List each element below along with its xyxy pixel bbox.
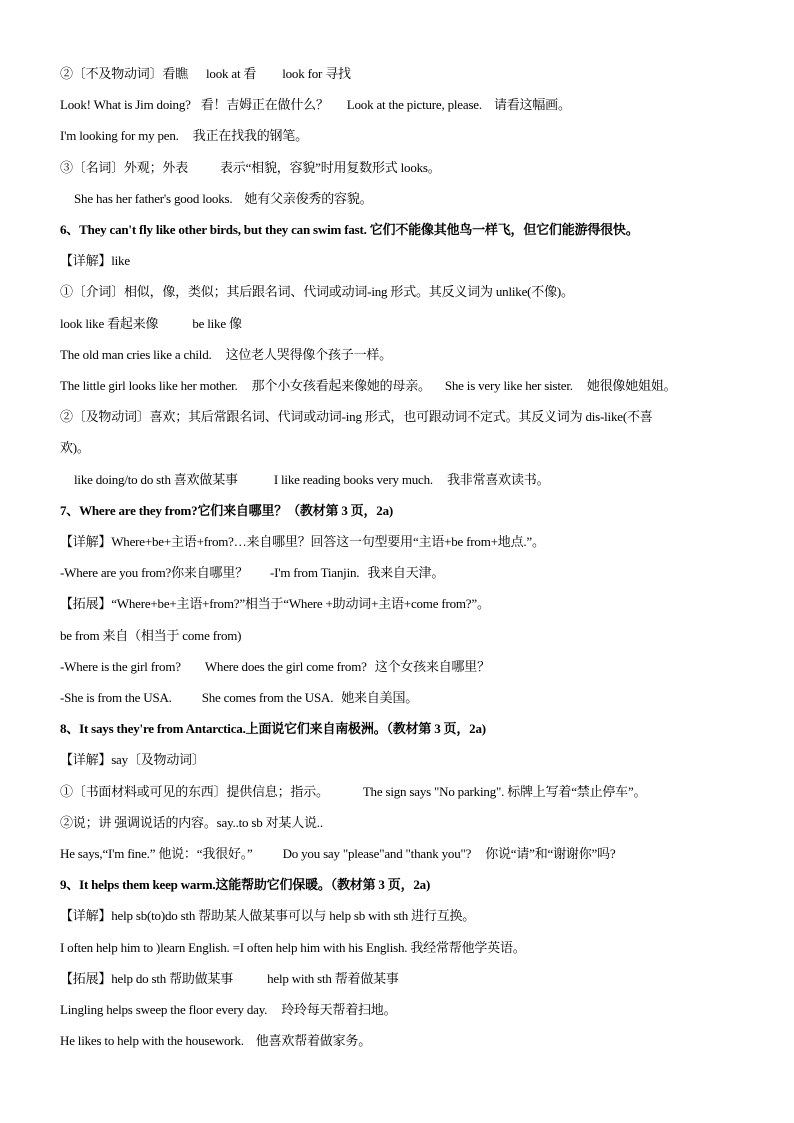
line-look-meaning-3: ③〔名词〕外观；外表 表示“相貌，容貌”时用复数形式 looks。: [60, 160, 441, 175]
line-example-say: He says,“I'm fine.” 他说：“我很好。” Do you say "please"and "thank you"? 你说“请”和“谢谢你”吗?: [60, 846, 616, 861]
line-example-tianjin: -Where are you from?你来自哪里？ -I'm from Tianjin. 我来自天津。: [60, 565, 445, 580]
line-be-from: be from 来自（相当于 come from): [60, 628, 242, 643]
item-8-heading: 8、It says they're from Antarctica.上面说它们来自南极洲。（教材第 3 页，2a): [60, 721, 486, 736]
line-example-housework: He likes to help with the housework. 他喜欢帮着做家务。: [60, 1033, 371, 1048]
line-example-lingling: Lingling helps sweep the floor every day. 玲玲每天帮着扫地。: [60, 1002, 397, 1017]
line-like-phrases: look like 看起来像 be like 像: [60, 316, 242, 331]
line-like-meaning-2-cont: 欢)。: [60, 440, 90, 455]
line-example-english: I often help him to )learn English. =I often help him with his English. 我经常帮他学英语。: [60, 940, 526, 955]
line-example-pen: I'm looking for my pen. 我正在找我的钢笔。: [60, 128, 308, 143]
line-like-detail: 【详解】like: [60, 253, 130, 268]
line-help-detail: 【详解】help sb(to)do sth 帮助某人做某事可以与 help sb with sth 进行互换。: [60, 908, 476, 923]
line-example-old-man: The old man cries like a child. 这位老人哭得像个孩子一样。: [60, 347, 392, 362]
line-help-extension: 【拓展】help do sth 帮助做某事 help with sth 帮着做某事: [60, 971, 399, 986]
line-where-detail: 【详解】Where+be+主语+from?…来自哪里？回答这一句型要用“主语+be from+地点.”。: [60, 534, 545, 549]
item-6-heading: 6、They can't fly like other birds, but they can swim fast. 它们不能像其他鸟一样飞，但它们能游得很快。: [60, 222, 639, 237]
line-say-meaning-1: ①〔书面材料或可见的东西〕提供信息；指示。 The sign says "No parking". 标牌上写着“禁止停车”。: [60, 784, 647, 799]
line-like-meaning-2: ②〔及物动词〕喜欢；其后常跟名词、代词或动词-ing 形式，也可跟动词不定式。其反义词为 dis-like(不喜: [60, 409, 653, 424]
line-example-jim: Look! What is Jim doing? 看！吉姆正在做什么？ Look at the picture, please. 请看这幅画。: [60, 97, 571, 112]
line-like-meaning-1: ①〔介词〕相似，像，类似；其后跟名词、代词或动词-ing 形式。其反义词为 unlike(不像)。: [60, 284, 574, 299]
line-example-looks: She has her father's good looks. 她有父亲俊秀的容貌。: [74, 191, 373, 206]
line-say-detail: 【详解】say〔及物动词〕: [60, 752, 205, 767]
line-example-usa: -She is from the USA. She comes from the USA. 她来自美国。: [60, 690, 419, 705]
item-9-heading: 9、It helps them keep warm.这能帮助它们保暖。（教材第 3 页，2a): [60, 877, 431, 892]
line-example-girl-from: -Where is the girl from? Where does the girl come from? 这个女孩来自哪里？: [60, 659, 490, 674]
line-like-doing: like doing/to do sth 喜欢做某事 I like reading books very much. 我非常喜欢读书。: [74, 472, 550, 487]
line-look-meaning-2: ②〔不及物动词〕看瞧 look at 看 look for 寻找: [60, 66, 351, 81]
item-7-heading: 7、Where are they from?它们来自哪里？（教材第 3 页，2a): [60, 503, 394, 518]
line-where-extension: 【拓展】“Where+be+主语+from?”相当于“Where +助动词+主语+come from?”。: [60, 596, 490, 611]
line-say-meaning-2: ②说；讲 强调说话的内容。say..to sb 对某人说..: [60, 815, 323, 830]
line-example-little-girl: The little girl looks like her mother. 那个小女孩看起来像她的母亲。 She is very like her sister. 她很像她姐姐。: [60, 378, 677, 393]
